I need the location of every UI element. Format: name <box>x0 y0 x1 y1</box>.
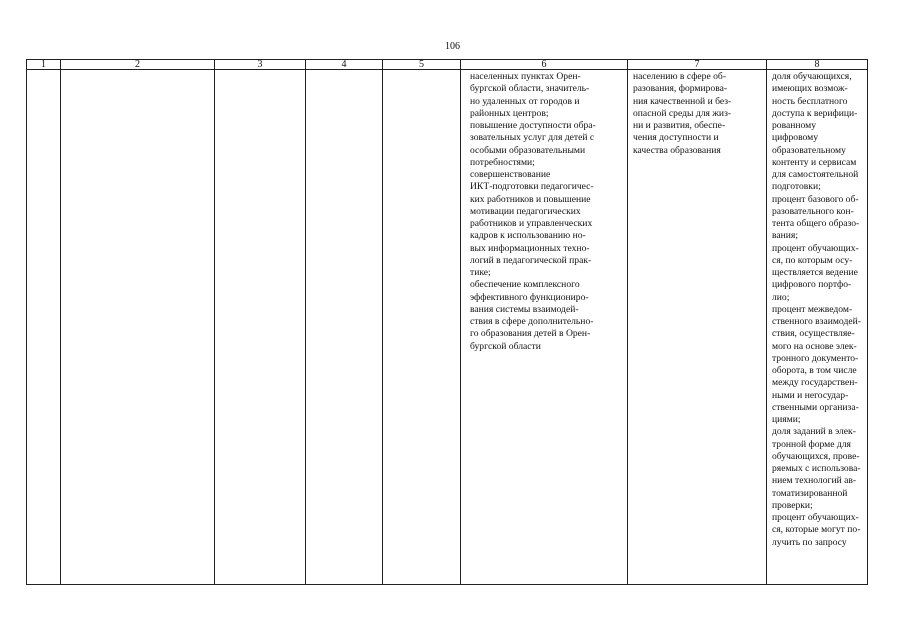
column-header-3: 3 <box>215 60 306 70</box>
column-header-1: 1 <box>27 60 61 70</box>
cell-text-col-5 <box>383 70 460 71</box>
column-header-4: 4 <box>306 60 383 70</box>
column-header-5: 5 <box>383 60 461 70</box>
column-header-7: 7 <box>628 60 767 70</box>
cell-text-col-8: доля обучающихся, имеющих возмож- ность бесплатного доступа к верифици- рованному цифровому образовательному контенту и сервисам для самостоятельной подготовки; процент базового об- разовательного кон- тента общего образо- вания; процент обучающих- ся, по которым осу- ществляется ведение цифрового портфо- лио; процент межведом- ственного взаимодей- ствия, осуществляе- мого на основе элек- тронного документо- оборота, в том числе между государствен- ными и негосудар- ственными организа- циями; доля заданий в элек- тронной форме для обучающихся, прове- ряемых с использова- нием технологий ав- томатизированной проверки; процент обучающих- ся, которые могут по- лучить по запросу <box>772 71 861 548</box>
cell-text-col-6: населенных пунктах Орен- бургской области, значитель- но удаленных от городов и районных центров; повышение доступности обра- зовательных услуг для детей с особыми образовательными потребностями; совершенствование ИКТ-подготовки педагогичес- ких работников и повышение мотивации педагогических работников и управленческих кадров к использованию но- вых информационных техно- логий в педагогической прак- тике; обеспечение комплексного эффективного функциониро- вания системы взаимодей- ствия в сфере дополнительно- го образования детей в Орен- бургской области <box>470 71 596 352</box>
cell-col-8 <box>767 70 868 585</box>
cell-col-6 <box>461 70 628 585</box>
column-header-6: 6 <box>461 60 628 70</box>
column-header-8: 8 <box>767 60 868 70</box>
cell-text-col-2 <box>61 70 214 71</box>
cell-col-7 <box>628 70 767 585</box>
cell-col-5 <box>383 70 461 585</box>
header-row <box>27 60 868 70</box>
cell-text-col-4 <box>306 70 382 71</box>
table-row <box>27 70 868 585</box>
cell-col-3 <box>215 70 306 585</box>
cell-text-col-1 <box>27 70 60 71</box>
cell-text-col-3 <box>215 70 305 71</box>
cell-col-4 <box>306 70 383 585</box>
document-table <box>26 59 868 585</box>
cell-col-1 <box>27 70 61 585</box>
column-header-2: 2 <box>61 60 215 70</box>
cell-text-col-7: населению в сфере об- разования, формирова- ния качественной и без- опасной среды для жиз- ни и развития, обеспе- чения доступности и качества образования <box>633 71 732 156</box>
cell-col-2 <box>61 70 215 585</box>
page-number: 106 <box>445 41 460 52</box>
